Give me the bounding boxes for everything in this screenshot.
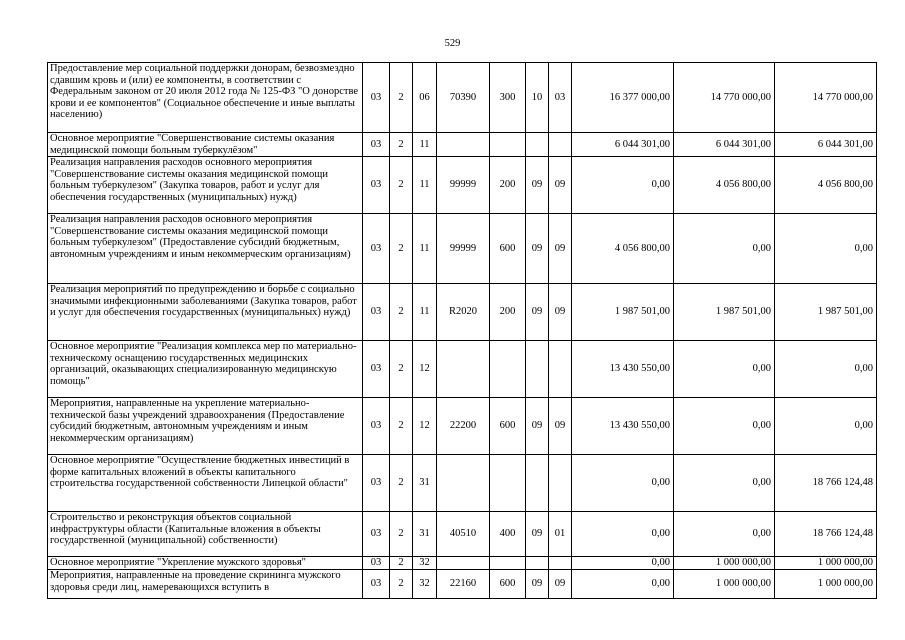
code-activity: 31 <box>413 512 437 557</box>
amount-year-1: 13 430 550,00 <box>572 398 674 455</box>
amount-year-3: 4 056 800,00 <box>775 157 877 214</box>
amount-year-3: 1 000 000,00 <box>775 557 877 570</box>
code-program: 03 <box>363 133 390 157</box>
amount-year-2: 1 000 000,00 <box>674 570 775 599</box>
code-section: 09 <box>526 570 549 599</box>
amount-year-2: 0,00 <box>674 214 775 284</box>
table-row <box>48 512 877 557</box>
code-subsection <box>549 133 572 157</box>
amount-year-1: 1 987 501,00 <box>572 284 674 341</box>
code-subprogram: 2 <box>390 398 413 455</box>
row-description: Основное мероприятие "Совершенствование системы оказания медицинской помощи больным туберкулёзом" <box>48 133 363 157</box>
code-expense-type <box>490 341 526 398</box>
amount-year-2: 4 056 800,00 <box>674 157 775 214</box>
row-description: Основное мероприятие "Укрепление мужского здоровья" <box>48 557 363 570</box>
table-row <box>48 455 877 512</box>
amount-year-2: 0,00 <box>674 398 775 455</box>
code-expense-type: 600 <box>490 398 526 455</box>
code-direction: 22200 <box>437 398 490 455</box>
code-program: 03 <box>363 455 390 512</box>
amount-year-2: 1 987 501,00 <box>674 284 775 341</box>
code-activity: 32 <box>413 570 437 599</box>
code-program: 03 <box>363 512 390 557</box>
code-subsection: 09 <box>549 570 572 599</box>
row-description: Реализация направления расходов основного мероприятия "Совершенствование системы оказания медицинской помощи больным туберкулезом" (Предоставление субсидий бюджетным, автономным учреждениям и иным некоммерческим организациям) <box>48 214 363 284</box>
code-direction: 40510 <box>437 512 490 557</box>
code-program: 03 <box>363 157 390 214</box>
table-row <box>48 284 877 341</box>
code-subprogram: 2 <box>390 455 413 512</box>
code-activity: 11 <box>413 284 437 341</box>
code-activity: 12 <box>413 398 437 455</box>
code-subsection <box>549 557 572 570</box>
code-subsection: 03 <box>549 63 572 133</box>
code-direction: 70390 <box>437 63 490 133</box>
table-body <box>48 63 877 599</box>
code-section: 09 <box>526 398 549 455</box>
code-subsection: 09 <box>549 284 572 341</box>
code-activity: 11 <box>413 133 437 157</box>
page-number: 529 <box>444 38 461 49</box>
code-subprogram: 2 <box>390 557 413 570</box>
amount-year-3: 0,00 <box>775 398 877 455</box>
code-direction: R2020 <box>437 284 490 341</box>
amount-year-3: 18 766 124,48 <box>775 455 877 512</box>
code-subprogram: 2 <box>390 341 413 398</box>
code-direction <box>437 133 490 157</box>
table-row <box>48 557 877 570</box>
code-subsection: 09 <box>549 214 572 284</box>
code-section <box>526 341 549 398</box>
table-row <box>48 398 877 455</box>
code-subprogram: 2 <box>390 512 413 557</box>
code-expense-type: 200 <box>490 157 526 214</box>
amount-year-2: 1 000 000,00 <box>674 557 775 570</box>
code-direction <box>437 557 490 570</box>
row-description: Реализация направления расходов основного мероприятия "Совершенствование системы оказания медицинской помощи больным туберкулезом" (Закупка товаров, работ и услуг для обеспечения государственных (муниципальных) нужд) <box>48 157 363 214</box>
code-program: 03 <box>363 570 390 599</box>
code-section: 09 <box>526 512 549 557</box>
amount-year-1: 0,00 <box>572 570 674 599</box>
row-description: Основное мероприятие "Реализация комплекса мер по материально-техническому оснащению государственных медицинских организаций, оказывающих специализированную медицинскую помощь" <box>48 341 363 398</box>
amount-year-1: 6 044 301,00 <box>572 133 674 157</box>
code-subprogram: 2 <box>390 63 413 133</box>
row-description: Строительство и реконструкция объектов социальной инфраструктуры области (Капитальные вложения в объекты государственной (муниципальной) собственности) <box>48 512 363 557</box>
code-subprogram: 2 <box>390 214 413 284</box>
amount-year-1: 0,00 <box>572 512 674 557</box>
code-program: 03 <box>363 63 390 133</box>
code-direction <box>437 455 490 512</box>
code-direction <box>437 341 490 398</box>
table-row <box>48 341 877 398</box>
amount-year-2: 0,00 <box>674 512 775 557</box>
code-expense-type: 400 <box>490 512 526 557</box>
code-expense-type: 600 <box>490 214 526 284</box>
code-direction: 99999 <box>437 214 490 284</box>
code-section: 09 <box>526 284 549 341</box>
budget-table <box>47 62 877 599</box>
code-expense-type: 600 <box>490 570 526 599</box>
code-subsection <box>549 341 572 398</box>
code-expense-type <box>490 133 526 157</box>
amount-year-2: 0,00 <box>674 341 775 398</box>
row-description: Основное мероприятие "Осуществление бюджетных инвестиций в форме капитальных вложений в объекты капитального строительства государственной собственности Липецкой области" <box>48 455 363 512</box>
amount-year-1: 0,00 <box>572 157 674 214</box>
code-section: 09 <box>526 214 549 284</box>
code-activity: 11 <box>413 157 437 214</box>
code-activity: 31 <box>413 455 437 512</box>
code-program: 03 <box>363 398 390 455</box>
amount-year-1: 16 377 000,00 <box>572 63 674 133</box>
code-program: 03 <box>363 557 390 570</box>
code-direction: 99999 <box>437 157 490 214</box>
row-description: Мероприятия, направленные на укрепление материально-технической базы учреждений здравоохранения (Предоставление субсидий бюджетным, автономным учреждениям и иным некоммерческим организациям) <box>48 398 363 455</box>
amount-year-2: 6 044 301,00 <box>674 133 775 157</box>
code-section <box>526 557 549 570</box>
code-expense-type <box>490 557 526 570</box>
code-section: 10 <box>526 63 549 133</box>
code-expense-type: 300 <box>490 63 526 133</box>
code-program: 03 <box>363 214 390 284</box>
code-subsection: 09 <box>549 157 572 214</box>
code-section: 09 <box>526 157 549 214</box>
code-expense-type <box>490 455 526 512</box>
row-description: Реализация мероприятий по предупреждению и борьбе с социально значимыми инфекционными заболеваниями (Закупка товаров, работ и услуг для обеспечения государственных (муниципальных) нужд) <box>48 284 363 341</box>
code-section <box>526 455 549 512</box>
code-program: 03 <box>363 341 390 398</box>
code-subprogram: 2 <box>390 284 413 341</box>
amount-year-1: 4 056 800,00 <box>572 214 674 284</box>
amount-year-2: 0,00 <box>674 455 775 512</box>
amount-year-1: 0,00 <box>572 455 674 512</box>
code-direction: 22160 <box>437 570 490 599</box>
amount-year-3: 0,00 <box>775 341 877 398</box>
table-row <box>48 63 877 133</box>
amount-year-1: 13 430 550,00 <box>572 341 674 398</box>
amount-year-3: 18 766 124,48 <box>775 512 877 557</box>
code-program: 03 <box>363 284 390 341</box>
code-activity: 12 <box>413 341 437 398</box>
amount-year-3: 6 044 301,00 <box>775 133 877 157</box>
table-row <box>48 570 877 599</box>
row-description: Мероприятия, направленные на проведение скрининга мужского здоровья среди лиц, намеревающихся вступить в <box>48 570 363 599</box>
code-subprogram: 2 <box>390 133 413 157</box>
code-subprogram: 2 <box>390 570 413 599</box>
amount-year-1: 0,00 <box>572 557 674 570</box>
amount-year-2: 14 770 000,00 <box>674 63 775 133</box>
code-expense-type: 200 <box>490 284 526 341</box>
amount-year-3: 1 000 000,00 <box>775 570 877 599</box>
table-row <box>48 157 877 214</box>
table-row <box>48 133 877 157</box>
code-subsection: 01 <box>549 512 572 557</box>
code-section <box>526 133 549 157</box>
amount-year-3: 0,00 <box>775 214 877 284</box>
code-subsection: 09 <box>549 398 572 455</box>
code-activity: 06 <box>413 63 437 133</box>
row-description: Предоставление мер социальной поддержки донорам, безвозмездно сдавшим кровь и (или) ее компоненты, в соответствии с Федеральным законом от 20 июля 2012 года № 125-ФЗ "О донорстве крови и ее компонентов" (Социальное обеспечение и иные выплаты населению) <box>48 63 363 133</box>
table-row <box>48 214 877 284</box>
amount-year-3: 14 770 000,00 <box>775 63 877 133</box>
code-activity: 32 <box>413 557 437 570</box>
amount-year-3: 1 987 501,00 <box>775 284 877 341</box>
code-activity: 11 <box>413 214 437 284</box>
code-subsection <box>549 455 572 512</box>
code-subprogram: 2 <box>390 157 413 214</box>
